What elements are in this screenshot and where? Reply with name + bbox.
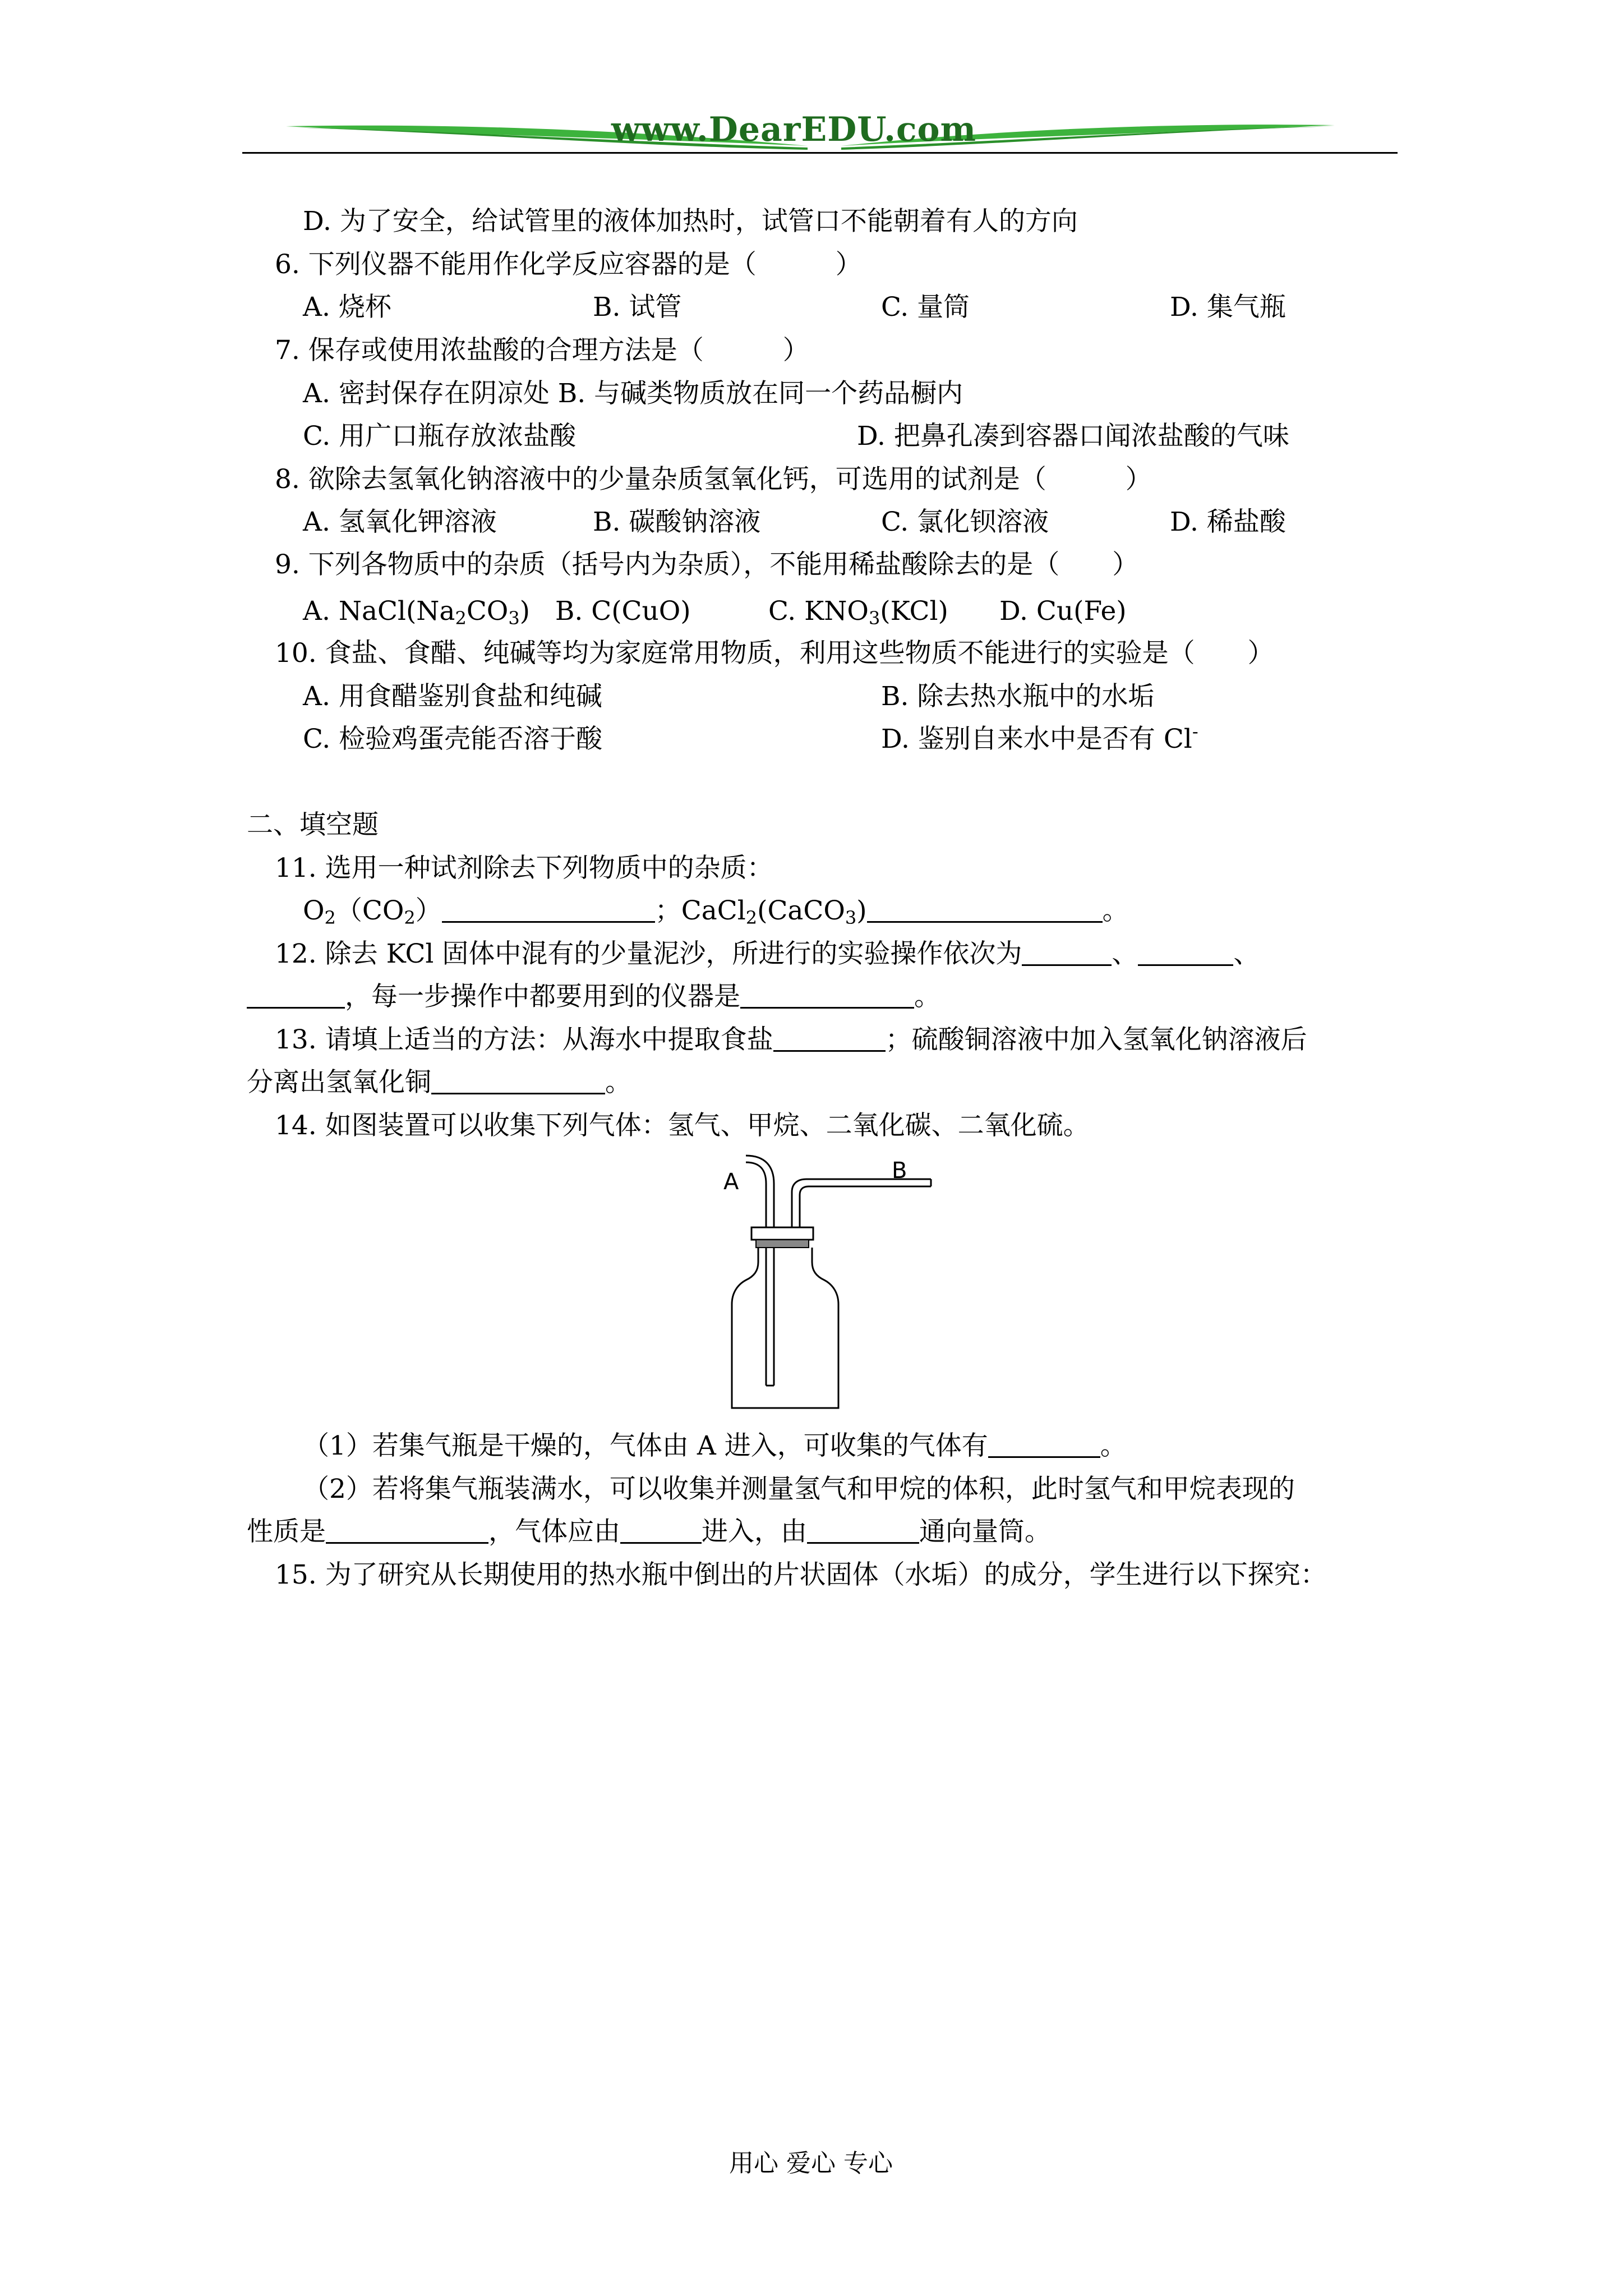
- q9-options: A. $NaCl(Na_2CO_3)$ B. C(CuO): [303, 596, 691, 629]
- stopper: [751, 1227, 813, 1240]
- q14-part1: （1）若集气瓶是干燥的，气体由 A 进入，可收集的气体有 。: [303, 1430, 1127, 1461]
- q13-stem-end: 分离出氢氧化铜: [247, 1067, 431, 1098]
- q7-stem: 7. 保存或使用浓盐酸的合理方法是（ ）: [275, 335, 809, 366]
- logo-text: www.DearEDU.com: [611, 110, 977, 149]
- q8-option-d: D. 稀盐酸: [1170, 507, 1286, 537]
- q14-stem: 14. 如图装置可以收集下列气体：氢气、甲烷、二氧化碳、二氧化硫。: [275, 1110, 1090, 1141]
- q10-option-a: A. 用食醋鉴别食盐和纯碱: [303, 681, 602, 712]
- q10-option-c: C. 检验鸡蛋壳能否溶于酸: [303, 724, 603, 754]
- q10-stem: 10. 食盐、食醋、纯碱等均为家庭常用物质，利用这些物质不能进行的实验是（ ）: [275, 638, 1274, 669]
- q8-option-b: B. 碳酸钠溶液: [593, 507, 761, 537]
- q14-part2-text4: 通向量筒。: [919, 1516, 1051, 1547]
- gas-collection-bottle-diagram: [712, 1150, 948, 1419]
- q10-option-d-text: D. 鉴别自来水中是否有 Cl: [881, 724, 1192, 754]
- q8-option-c: C. 氯化钡溶液: [881, 507, 1049, 537]
- q10-option-b: B. 除去热水瓶中的水垢: [881, 681, 1155, 712]
- q14-part2-text2: ，气体应由: [488, 1516, 620, 1547]
- label-b: B: [892, 1158, 907, 1184]
- tube-a: [746, 1156, 774, 1386]
- q9-option-c: C. $KNO_3(KCl)$: [768, 596, 948, 629]
- section-fill-in-title: 二、填空题: [247, 809, 379, 840]
- q13-line2: 分离出氢氧化铜 。: [247, 1067, 631, 1098]
- q12-stem: 12. 除去 KCl 固体中混有的少量泥沙，所进行的实验操作依次为: [275, 938, 1022, 969]
- q13-stem-cont: ；硫酸铜溶液中加入氢氧化钠溶液后: [885, 1024, 1307, 1055]
- q15-stem: 15. 为了研究从长期使用的热水瓶中倒出的片状固体（水垢）的成分，学生进行以下探究：: [275, 1559, 1327, 1590]
- q11-stem: 11. 选用一种试剂除去下列物质中的杂质：: [275, 853, 773, 884]
- q12-stem-cont: ，每一步操作中都要用到的仪器是: [345, 981, 740, 1012]
- bottle: [732, 1248, 838, 1408]
- q14-part2-text1: 性质是: [247, 1516, 326, 1547]
- q10-option-d: D. 鉴别自来水中是否有 Cl-: [881, 721, 1198, 754]
- q6-stem: 6. 下列仪器不能用作化学反应容器的是（ ）: [275, 249, 862, 280]
- q12-line1: 12. 除去 KCl 固体中混有的少量泥沙，所进行的实验操作依次为 、 、: [275, 938, 1260, 969]
- q14-part2-line1: （2）若将集气瓶装满水，可以收集并测量氢气和甲烷的体积，此时氢气和甲烷表现的: [303, 1474, 1295, 1504]
- q9-stem: 9. 下列各物质中的杂质（括号内为杂质），不能用稀盐酸除去的是（ ）: [275, 549, 1139, 580]
- q6-option-c: C. 量筒: [881, 292, 970, 323]
- q5-option-d: D. 为了安全，给试管里的液体加热时，试管口不能朝着有人的方向: [303, 206, 1078, 237]
- q6-option-d: D. 集气瓶: [1170, 292, 1286, 323]
- q6-option-a: A. 烧杯: [303, 292, 391, 323]
- footer-slogan: 用心 爱心 专心: [729, 2149, 893, 2178]
- q12-line2: ，每一步操作中都要用到的仪器是 。: [247, 980, 940, 1014]
- q8-stem: 8. 欲除去氢氧化钠溶液中的少量杂质氢氧化钙，可选用的试剂是（ ）: [275, 464, 1152, 495]
- q13-stem: 13. 请填上适当的方法：从海水中提取食盐: [275, 1024, 773, 1055]
- q14-part2-line2: [247, 1515, 1051, 1549]
- q6-option-b: B. 试管: [593, 292, 682, 323]
- q13-line1: [275, 1023, 1307, 1057]
- q8-option-a: A. 氢氧化钾溶液: [303, 507, 497, 537]
- q9-option-d: D. Cu(Fe): [999, 596, 1127, 627]
- q11-items: $O_2(CO_2)$ ；CaCl$_2$(CaCO$_3$) 。: [303, 895, 1129, 928]
- q14-part1-text: （1）若集气瓶是干燥的，气体由 A 进入，可收集的气体有: [303, 1430, 988, 1461]
- label-a: A: [723, 1169, 739, 1195]
- q7-option-c: C. 用广口瓶存放浓盐酸: [303, 421, 577, 452]
- q7-option-d: D. 把鼻孔凑到容器口闻浓盐酸的气味: [857, 421, 1289, 452]
- q14-part2-text3: 进入，由: [702, 1516, 807, 1547]
- header-rule: [242, 152, 1398, 154]
- q7-option-ab: A. 密封保存在阴凉处 B. 与碱类物质放在同一个药品橱内: [303, 378, 963, 409]
